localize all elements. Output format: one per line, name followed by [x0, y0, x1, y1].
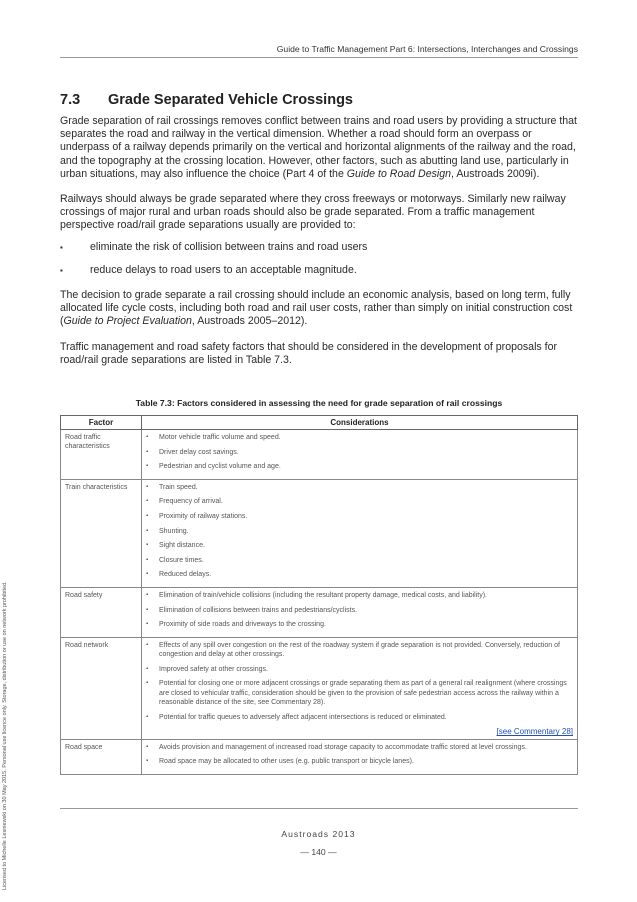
consideration-item: ▪ Motor vehicle traffic volume and speed.: [146, 433, 573, 442]
paragraph-1-text: Grade separation of rail crossings removes conflict between trains and road users by providing a structure that separates the road and railway in the vertical dimension. Whether a road should form an overpass or underpass of a railway depends primarily on the vertical and horizontal alignments of the railway and the road, and the topography at the crossing location. However, other factors, such as abutting land use, particularly in urban situations, may also influence the choice (Part 4 of the: [60, 115, 577, 180]
footer-rule: [60, 808, 578, 809]
body-text: [60, 115, 578, 379]
table-row: [61, 739, 578, 774]
consideration-item: ▪ Elimination of collisions between trains and pedestrians/cyclists.: [146, 606, 573, 615]
factor-cell: Train characteristics: [61, 479, 142, 587]
factor-cell: Road traffic characteristics: [61, 430, 142, 480]
consideration-item: ▪ Potential for closing one or more adjacent crossings or grade separating them as part of a general rail realignment (where crossings are closed to vehicular traffic, consideration should be given to the provision of safe pedestrian access across the railway within a reasonable distance of the site, see Commentary 28).: [146, 679, 573, 707]
considerations-cell: [142, 430, 578, 480]
guide-to-road-design-ref: Guide to Road Design: [346, 167, 452, 180]
section-title: Grade Separated Vehicle Crossings: [108, 92, 353, 108]
consideration-item: ▪ Proximity of railway stations.: [146, 512, 573, 521]
section-number: 7.3: [60, 92, 81, 108]
paragraph-3: [60, 289, 578, 329]
consideration-item: ▪ Frequency of arrival.: [146, 497, 573, 506]
factor-cell: Road network: [61, 637, 142, 739]
table-caption: Table 7.3: Factors considered in assessing the need for grade separation of rail crossings: [135, 398, 503, 408]
consideration-item: ▪ Sight distance.: [146, 541, 573, 550]
consideration-item: ▪ Effects of any spill over congestion on the rest of the roadway system if grade separation is not provided. Conversely, reduction of congestion and delay at other crossings.: [146, 641, 573, 660]
table-row: [61, 430, 578, 480]
table-row: [61, 637, 578, 739]
consideration-item: ▪ Avoids provision and management of increased road storage capacity to accommodate traffic stored at level crossings.: [146, 743, 573, 752]
list-item: ▪ reduce delays to road users to an acceptable magnitude.: [60, 264, 578, 277]
table-row: [61, 587, 578, 637]
footer-organisation: Austroads 2013: [281, 829, 356, 839]
consideration-item: ▪ Elimination of train/vehicle collisions (including the resultant property damage, medical costs, and liability).: [146, 591, 573, 600]
considerations-cell: [142, 739, 578, 774]
table-header-row: [61, 416, 578, 430]
list-item: ▪ eliminate the risk of collision between trains and road users: [60, 241, 578, 254]
factors-table: [60, 415, 578, 775]
paragraph-1-end: , Austroads 2009i).: [451, 167, 540, 180]
considerations-cell: [142, 587, 578, 637]
column-header-factor: Factor: [61, 416, 142, 430]
column-header-considerations: Considerations: [142, 416, 578, 430]
licence-notice: Licensed to Michelle Lesniewski on 30 May 2015. Personal use licence only. Storage, distribution or use on network prohibited.: [2, 581, 8, 890]
page-number: — 140 —: [300, 847, 337, 857]
consideration-item: ▪ Improved safety at other crossings.: [146, 665, 573, 674]
paragraph-2: Railways should always be grade separated where they cross freeways or motorways. Similarly new railway crossings of major rural and urban roads should also be grade separated. From a traffic management perspective road/rail grade separations usually are provided to:: [60, 193, 566, 232]
purpose-list: [60, 241, 578, 277]
considerations-cell: [142, 479, 578, 587]
consideration-item: ▪ Reduced delays.: [146, 570, 573, 579]
paragraph-3-end: , Austroads 2005–2012).: [191, 315, 308, 328]
factor-cell: Road safety: [61, 587, 142, 637]
consideration-item: ▪ Pedestrian and cyclist volume and age.: [146, 462, 573, 471]
consideration-item: ▪ Potential for traffic queues to adversely affect adjacent intersections is reduced or eliminated.: [146, 713, 573, 722]
paragraph-1: [60, 115, 578, 181]
consideration-item: ▪ Closure times.: [146, 556, 573, 565]
paragraph-4: Traffic management and road safety factors that should be considered in the development of proposals for road/rail grade separations are listed in Table 7.3.: [60, 340, 558, 366]
commentary-28-link[interactable]: [see Commentary 28]: [496, 727, 573, 737]
table-row: [61, 479, 578, 587]
considerations-cell: [142, 637, 578, 739]
running-header: Guide to Traffic Management Part 6: Intersections, Interchanges and Crossings: [276, 44, 578, 54]
section-heading: [60, 92, 353, 108]
paragraph-3-text: The decision to grade separate a rail crossing should include an economic analysis, based on long term, fully allocated life cycle costs, including both road and rail user costs, rather than simply on initial construction cost (: [60, 289, 573, 328]
consideration-item: ▪ Train speed.: [146, 483, 573, 492]
guide-to-project-evaluation-ref: Guide to Project Evaluation: [63, 315, 192, 328]
consideration-item: ▪ Proximity of side roads and driveways to the crossing.: [146, 620, 573, 629]
header-rule: [60, 57, 578, 58]
factor-cell: Road space: [61, 739, 142, 774]
consideration-item: ▪ Road space may be allocated to other uses (e.g. public transport or bicycle lanes).: [146, 757, 573, 766]
consideration-item: ▪ Shunting.: [146, 527, 573, 536]
consideration-item: ▪ Driver delay cost savings.: [146, 448, 573, 457]
